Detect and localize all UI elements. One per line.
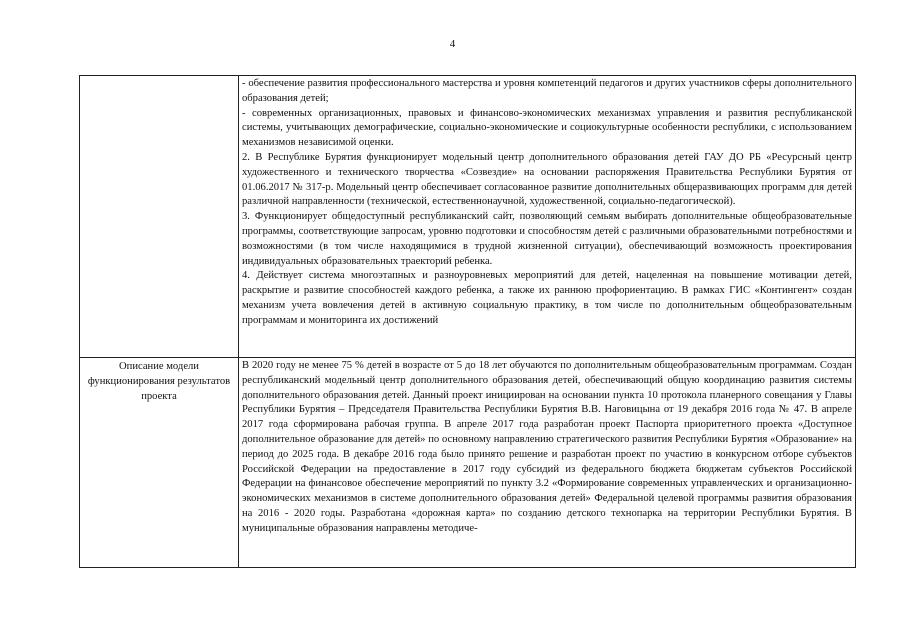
row-label [80, 76, 238, 80]
paragraph: - обеспечение развития профессионального мастерства и уровня компетенций педагогов и других участников сферы дополнительного образования детей; [242, 78, 852, 104]
row-label-cell [80, 358, 239, 568]
row-content-cell [239, 358, 856, 568]
page-number: 4 [449, 38, 456, 50]
paragraph: В 2020 году не менее 75 % детей в возрасте от 5 до 18 лет обучаются по дополнительным общеобразовательным программам. Создан республиканский модельный центр дополнительного образования детей, обеспечивающий общую координацию развития системы дополнительного образования детей. Данный проект инициирован на основании пункта 10 протокола планерного совещания у Главы Республики Бурятия – Председателя Правительства Республики Бурятия В.В. Наговицына от 19 декабря 2016 года № 47. В апреле 2017 года сформирована рабочая группа. В апреле 2017 года разработан проект Паспорта приоритетного проекта «Доступное дополнительное образование для детей» по основному направлению стратегического развития Республики Бурятия «Образование» на период до 2025 года. В декабре 2016 года было принято решение и разработан проект по участию в конкурсном отборе субъектов Российской Федерации на предоставление в 2017 году субсидий из федерального бюджета бюджетам субъектов Российской Федерации на финансовое обеспечение мероприятий по пункту 3.2 «Формирование современных управленческих и организационно-экономических механизмов в системе дополнительного образования детей» Федеральной целевой программы развития образования на 2016 - 2020 годы. Разработана «дорожная карта» по созданию детского технопарка на территории Республики Бурятия. В муниципальные образования направлены методиче- [242, 360, 852, 534]
paragraph: 2. В Республике Бурятия функционирует модельный центр дополнительного образования детей ГАУ ДО РБ «Ресурсный центр художественного и технического творчества «Созвездие» на основании распоряжения Правительства Республики Бурятия от 01.06.2017 № 317-р. Модельный центр обеспечивает согласованное развитие дополнительных общеразвивающих программ для детей различной направленности (технической, естественнонаучной, художественной, социально-педагогической). [242, 151, 852, 208]
row-label-cell [80, 76, 239, 358]
paragraph: - современных организационных, правовых и финансово-экономических механизмах управления и развития республиканской системы, учитывающих демографические, социально-экономические и социокультурные особенности республики, с использованием механизмов независимой оценки. [242, 107, 852, 149]
project-passport-table [79, 75, 856, 568]
paragraph: 3. Функционирует общедоступный республиканский сайт, позволяющий семьям выбирать дополнительные общеобразовательные программы, соответствующие запросам, уровню подготовки и способностям детей с различными образовательными потребностями и возможностями (в том числе находящимися в трудной жизненной ситуации), обеспечивающий возможность проектирования индивидуальных образовательных траекторий ребенка. [242, 211, 852, 267]
row-label: Описание модели функционирования результатов проекта [87, 361, 231, 402]
table-row [80, 76, 856, 358]
table-row [80, 358, 856, 568]
paragraph: 4. Действует система многоэтапных и разноуровневых мероприятий для детей, нацеленная на повышение мотивации детей, раскрытие и развитие способностей каждого ребенка, а также их раннюю профориентацию. В рамках ГИС «Контингент» создан механизм учета вовлечения детей в активную социальную практику, в том числе по дополнительным общеобразовательным программам и мониторинга их достижений [242, 270, 852, 326]
row-content-cell [239, 76, 856, 358]
